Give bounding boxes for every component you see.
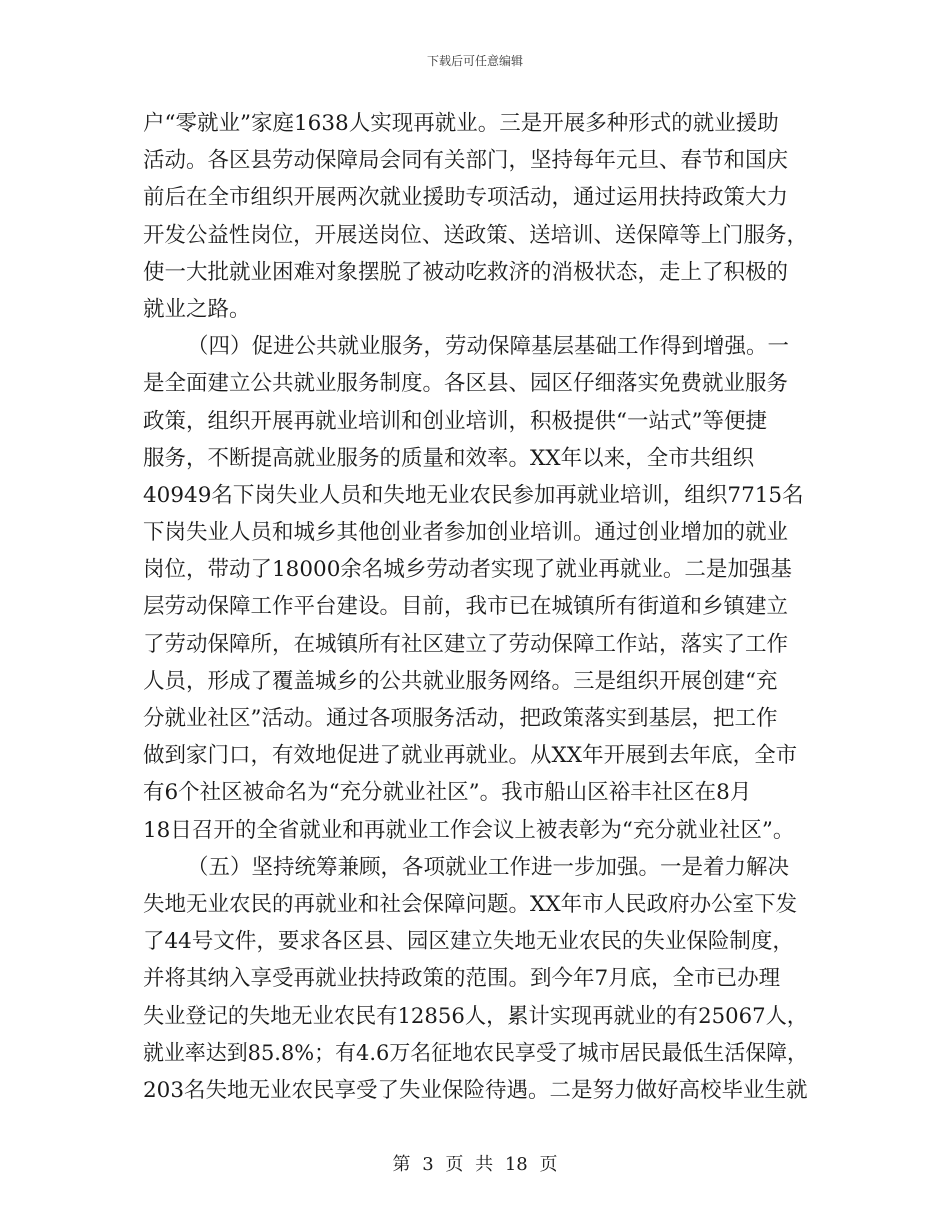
text-line: 40949名下岗失业人员和失地无业农民参加再就业培训，组织7715名 bbox=[143, 482, 804, 508]
text-line: 活动。各区县劳动保障局会同有关部门，坚持每年元旦、春节和国庆 bbox=[143, 148, 789, 174]
text-line: 岗位，带动了18000余名城乡劳动者实现了就业再就业。二是加强基 bbox=[143, 557, 792, 583]
text-line: 就业之路。 bbox=[143, 296, 251, 322]
text-line: 人员，形成了覆盖城乡的公共就业服务网络。三是组织开展创建“充 bbox=[143, 668, 778, 694]
page-header-note: 下载后可任意编辑 bbox=[426, 54, 523, 68]
page-number-footer: 第 3 页 共 18 页 bbox=[392, 1154, 558, 1175]
text-line: 失地无业农民的再就业和社会保障问题。XX年市人民政府办公室下发 bbox=[143, 891, 798, 917]
text-line: 失业登记的失地无业农民有12856人，累计实现再就业的有25067人， bbox=[143, 1003, 808, 1029]
text-line: 政策，组织开展再就业培训和创业培训，积极提供“一站式”等便捷 bbox=[143, 408, 767, 434]
text-line: 下岗失业人员和城乡其他创业者参加创业培训。通过创业增加的就业 bbox=[143, 520, 789, 546]
text-line: 了44号文件，要求各区县、园区建立失地无业农民的失业保险制度， bbox=[143, 929, 794, 955]
text-line: 做到家门口，有效地促进了就业再就业。从XX年开展到去年底，全市 bbox=[143, 743, 798, 769]
document-body bbox=[143, 105, 808, 1109]
text-line: 是全面建立公共就业服务制度。各区县、园区仔细落实免费就业服务 bbox=[143, 371, 789, 397]
text-line: 就业率达到85.8%；有4.6万名征地农民享受了城市居民最低生活保障， bbox=[143, 1040, 808, 1066]
text-line: 户“零就业”家庭1638人实现再就业。三是开展多种形式的就业援助 bbox=[143, 111, 779, 136]
text-line: 了劳动保障所，在城镇所有社区建立了劳动保障工作站，落实了工作 bbox=[143, 631, 789, 657]
text-line: 开发公益性岗位，开展送岗位、送政策、送培训、送保障等上门服务， bbox=[143, 222, 808, 248]
paragraph-start-line: （五）坚持统筹兼顾，各项就业工作进一步加强。一是着力解决 bbox=[187, 854, 790, 880]
text-line: 层劳动保障工作平台建设。目前，我市已在城镇所有街道和乡镇建立 bbox=[143, 594, 789, 620]
text-line: 203名失地无业农民享受了失业保险待遇。二是努力做好高校毕业生就 bbox=[143, 1077, 808, 1103]
text-line: 使一大批就业困难对象摆脱了被动吃救济的消极状态，走上了积极的 bbox=[143, 259, 789, 285]
text-line: 并将其纳入享受再就业扶持政策的范围。到今年7月底，全市已办理 bbox=[143, 966, 781, 992]
text-line: 有6个社区被命名为“充分就业社区”。我市船山区裕丰社区在8月 bbox=[143, 780, 752, 806]
paragraph-start-line: （四）促进公共就业服务，劳动保障基层基础工作得到增强。一 bbox=[187, 334, 790, 360]
text-line: 服务，不断提高就业服务的质量和效率。XX年以来，全市共组织 bbox=[143, 445, 755, 471]
text-line: 分就业社区”活动。通过各项服务活动，把政策落实到基层，把工作 bbox=[143, 706, 778, 731]
text-line: 18日召开的全省就业和再就业工作会议上被表彰为“充分就业社区”。 bbox=[143, 817, 795, 843]
text-line: 前后在全市组织开展两次就业援助专项活动，通过运用扶持政策大力 bbox=[143, 185, 789, 211]
